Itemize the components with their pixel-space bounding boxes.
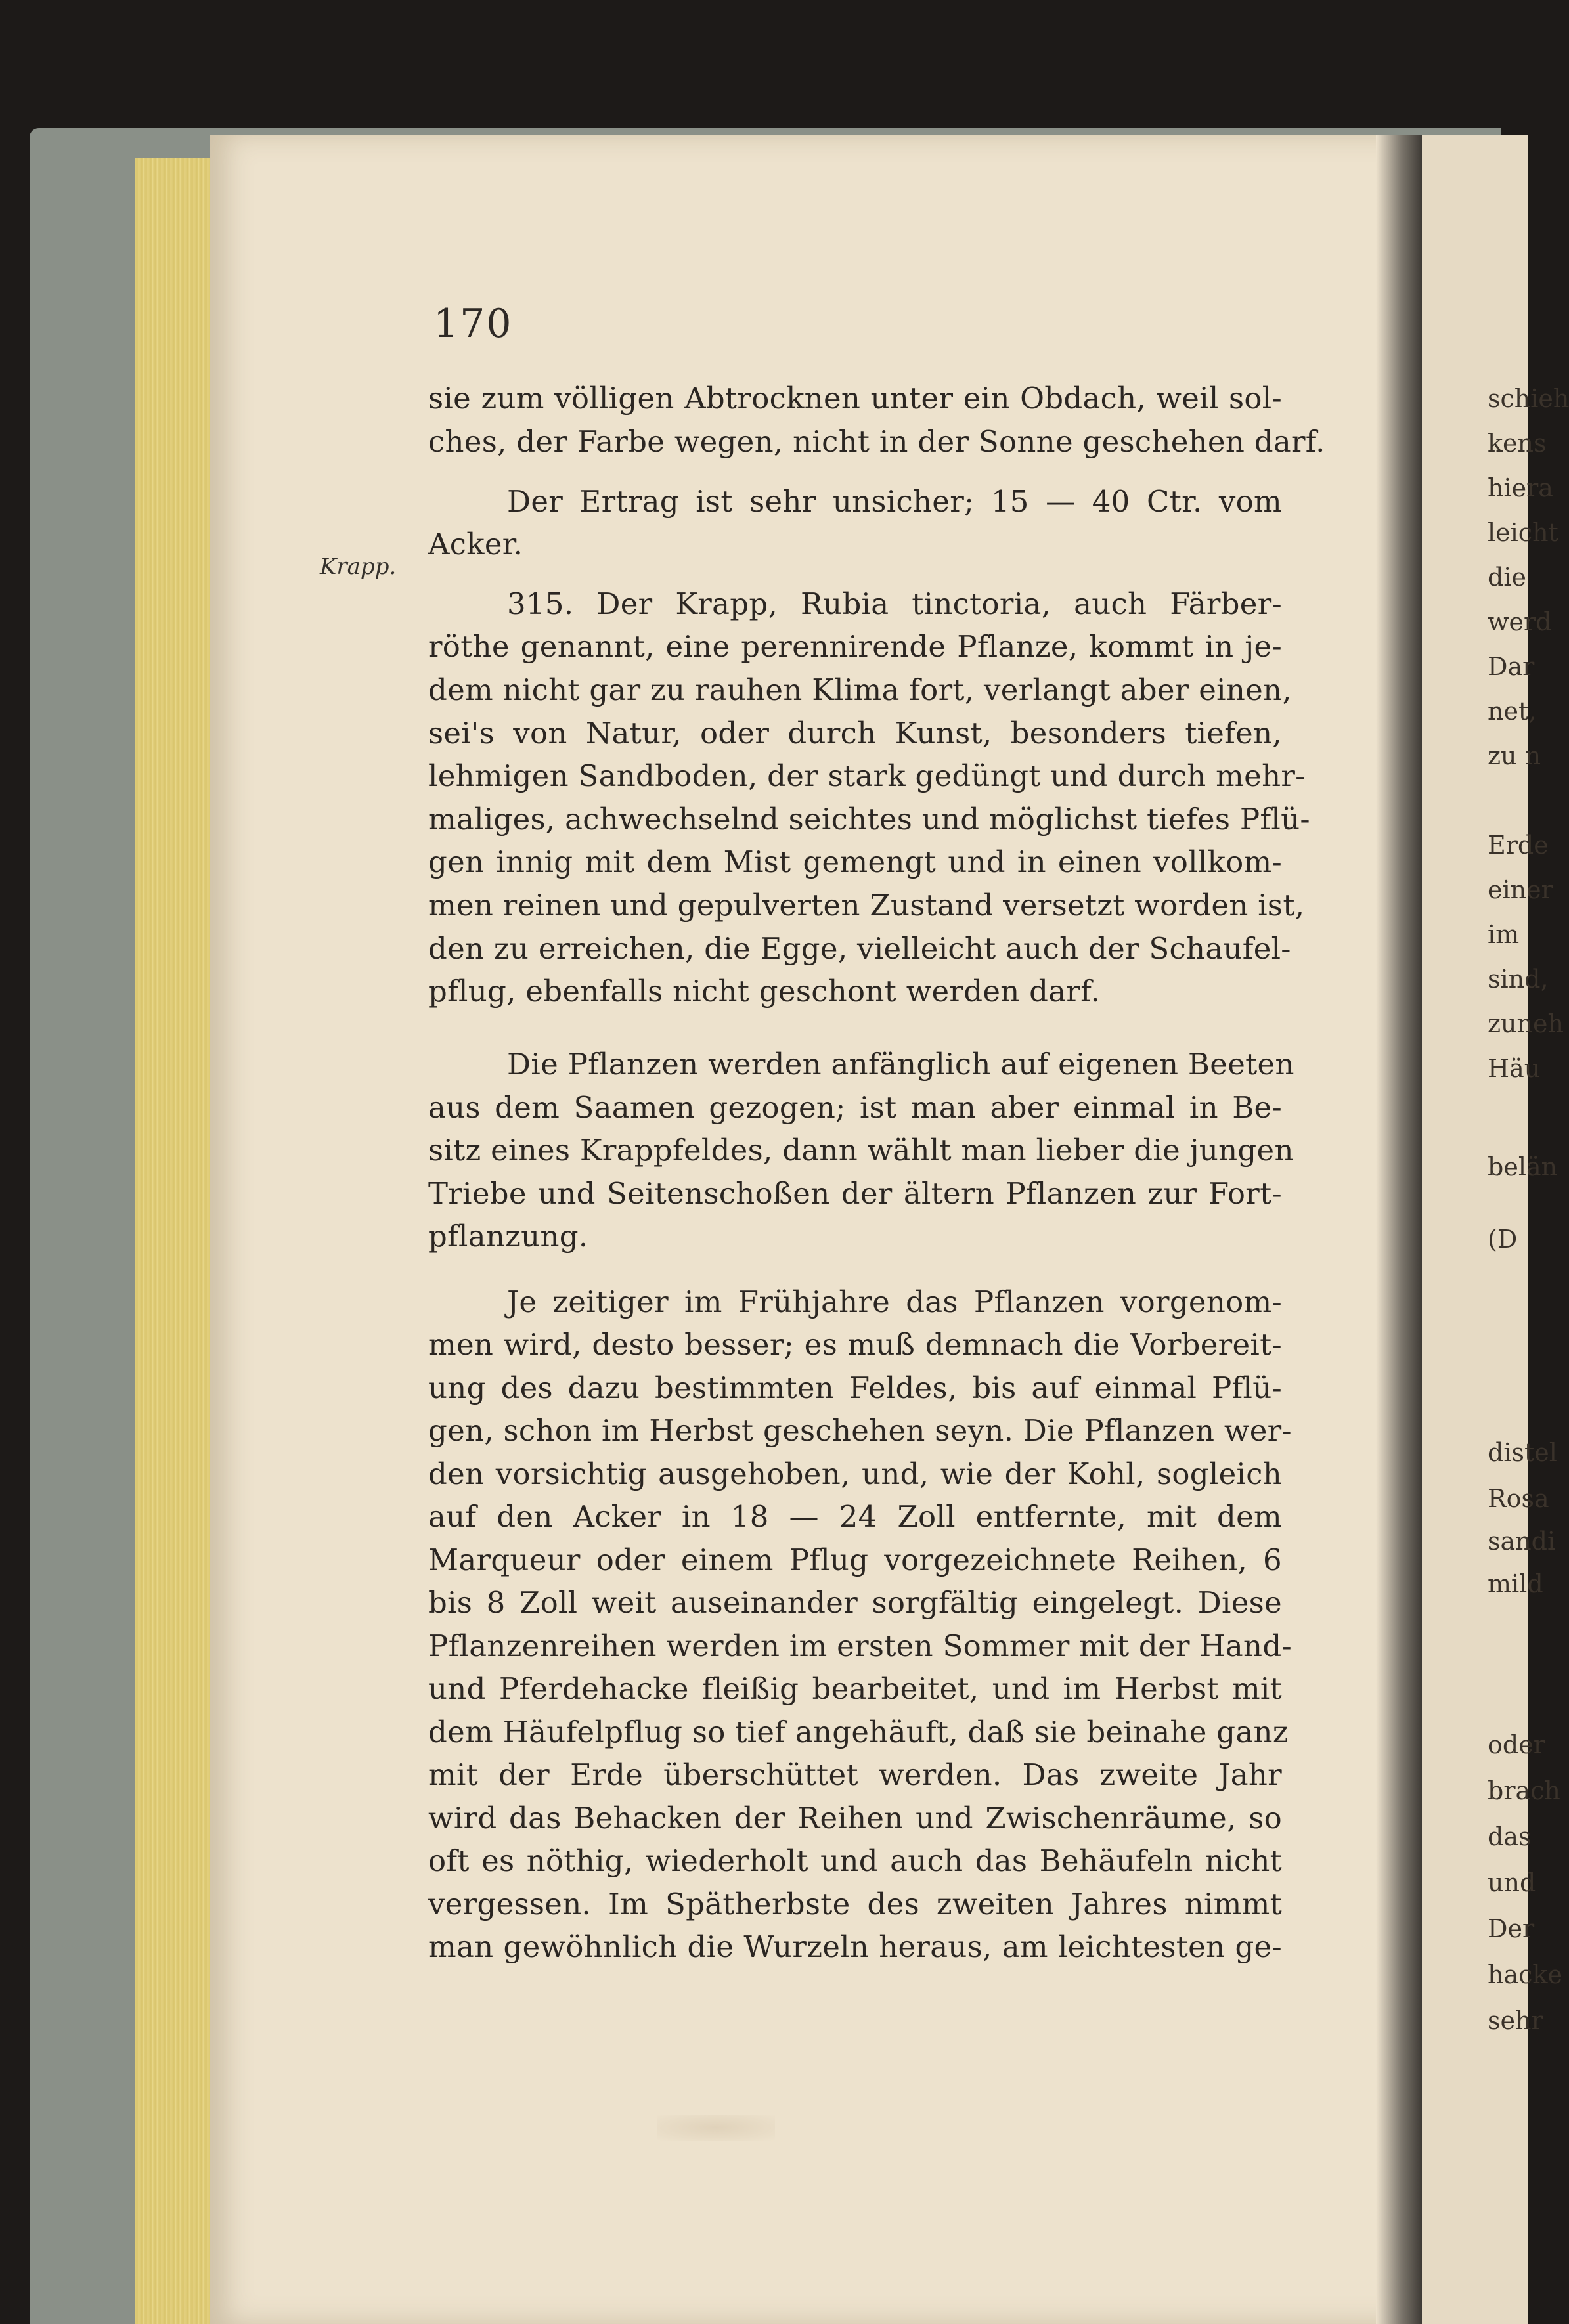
text-line: dem Häufelpflug so tief angehäuft, daß sie beinahe ganz (428, 1715, 1289, 1749)
text-line: Die Pflanzen werden anfänglich auf eigenen Beeten (507, 1047, 1294, 1082)
fragment-line: hacke (1488, 1960, 1562, 1989)
text-line: 315. Der Krapp, Rubia tinctoria, auch Färber- (507, 586, 1282, 621)
text-line: gen, schon im Herbst geschehen seyn. Die Pflanzen wer- (428, 1413, 1292, 1448)
fragment-line: belän (1488, 1152, 1558, 1181)
text-line: dem nicht gar zu rauhen Klima fort, verlangt aber einen, (428, 672, 1292, 707)
fragment-line: mild (1488, 1569, 1543, 1598)
text-line: Der Ertrag ist sehr unsicher; 15 — 40 Ctr. vom (507, 484, 1282, 519)
fragment-line: net, (1488, 697, 1537, 726)
fragment-line: kens (1488, 429, 1547, 458)
fragment-line: sehr (1488, 2006, 1543, 2035)
text-line: vergessen. Im Spätherbste des zweiten Jahres nimmt (428, 1887, 1282, 1921)
text-line: Je zeitiger im Frühjahre das Pflanzen vorgenom- (507, 1284, 1282, 1319)
fragment-line: werd (1488, 607, 1552, 636)
fragment-line: die (1488, 563, 1526, 592)
text-line: pflug, ebenfalls nicht geschont werden darf. (428, 974, 1101, 1009)
text-line: sei's von Natur, oder durch Kunst, besonders tiefen, (428, 716, 1282, 751)
text-line: sitz eines Krappfeldes, dann wählt man lieber die jungen (428, 1133, 1294, 1168)
fragment-line: brach (1488, 1776, 1560, 1805)
fragment-line: Erde (1488, 831, 1549, 860)
text-line: den vorsichtig ausgehoben, und, wie der Kohl, sogleich (428, 1457, 1282, 1491)
fragment-line: Dar (1488, 652, 1535, 681)
fragment-line: im (1488, 920, 1520, 949)
fragment-line: sandi (1488, 1527, 1556, 1556)
fragment-line: das (1488, 1822, 1532, 1851)
fragment-line: oder (1488, 1730, 1545, 1759)
text-line: Pflanzenreihen werden im ersten Sommer mit der Hand- (428, 1629, 1292, 1663)
text-line: auf den Acker in 18 — 24 Zoll entfernte, mit dem (428, 1499, 1282, 1534)
fragment-line: einer (1488, 875, 1553, 904)
book-gutter (1376, 135, 1422, 2324)
fragment-line: (D (1488, 1225, 1518, 1254)
fragment-line: und (1488, 1868, 1536, 1897)
text-line: mit der Erde überschüttet werden. Das zweite Jahr (428, 1757, 1282, 1792)
fragment-line: zu n (1488, 741, 1541, 770)
text-line: bis 8 Zoll weit auseinander sorgfältig eingelegt. Diese (428, 1585, 1282, 1620)
fragment-line: hiera (1488, 473, 1553, 502)
page-edges (135, 158, 213, 2324)
text-line: aus dem Saamen gezogen; ist man aber einmal in Be- (428, 1090, 1282, 1125)
text-line: röthe genannt, eine perennirende Pflanze, kommt in je- (428, 629, 1282, 664)
text-line: men reinen und gepulverten Zustand versetzt worden ist, (428, 888, 1305, 923)
text-line: man gewöhnlich die Wurzeln heraus, am leichtesten ge- (428, 1929, 1282, 1964)
text-line: ung des dazu bestimmten Feldes, bis auf einmal Pflü- (428, 1370, 1282, 1405)
text-line: den zu erreichen, die Egge, vielleicht auch der Schaufel- (428, 931, 1291, 966)
text-line: lehmigen Sandboden, der stark gedüngt und durch mehr- (428, 758, 1306, 793)
page-number: 170 (433, 301, 513, 347)
text-line: maliges, achwechselnd seichtes und möglichst tiefes Pflü- (428, 802, 1310, 837)
text-line: Triebe und Seitenschoßen der ältern Pflanzen zur Fort- (428, 1176, 1282, 1211)
fragment-line: sind, (1488, 965, 1549, 994)
fragment-line: Häu (1488, 1054, 1541, 1083)
text-line: und Pferdehacke fleißig bearbeitet, und im Herbst mit (428, 1671, 1282, 1706)
text-line: ches, der Farbe wegen, nicht in der Sonne geschehen darf. (428, 424, 1325, 459)
text-line: gen innig mit dem Mist gemengt und in einen vollkom- (428, 844, 1282, 879)
text-line: wird das Behacken der Reihen und Zwischenräume, so (428, 1801, 1282, 1835)
fragment-line: Der (1488, 1914, 1535, 1943)
fragment-line: distel (1488, 1438, 1557, 1467)
fragment-line: leicht (1488, 518, 1558, 547)
text-line: oft es nöthig, wiederholt und auch das Behäufeln nicht (428, 1843, 1282, 1878)
fragment-line: zuneh (1488, 1009, 1564, 1038)
margin-note: Krapp. (320, 554, 397, 580)
right-page-fragment (1422, 135, 1569, 2324)
fragment-line: Rosa (1488, 1484, 1549, 1513)
fragment-line: schieh (1488, 384, 1569, 413)
text-line: pflanzung. (428, 1219, 588, 1254)
text-line: Acker. (428, 527, 523, 561)
text-line: men wird, desto besser; es muß demnach die Vorbereit- (428, 1327, 1282, 1362)
paper-stain (657, 2115, 775, 2141)
text-line: sie zum völligen Abtrocknen unter ein Obdach, weil sol- (428, 381, 1282, 416)
text-line: Marqueur oder einem Pflug vorgezeichnete Reihen, 6 (428, 1543, 1282, 1577)
